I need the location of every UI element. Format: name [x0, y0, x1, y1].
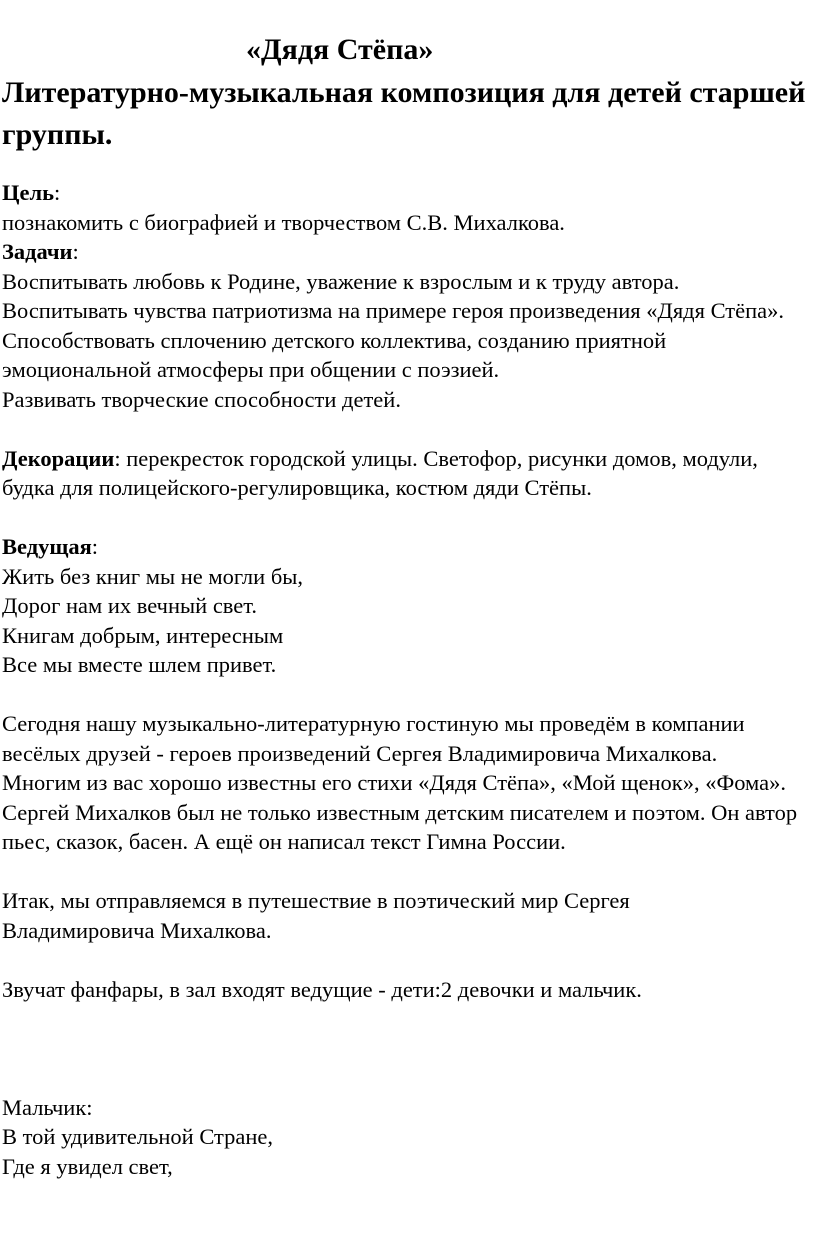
- task-item: Воспитывать чувства патриотизма на примере героя произведения «Дядя Стёпа».: [2, 298, 785, 323]
- task-item: Развивать творческие способности детей.: [2, 386, 401, 412]
- verse-line: Где я увидел свет,: [2, 1153, 173, 1179]
- document-body: [2, 178, 808, 1181]
- host-heading: [2, 532, 808, 562]
- tasks-colon: :: [72, 239, 79, 264]
- spacer: [2, 680, 808, 710]
- goal-colon: :: [54, 180, 61, 205]
- decorations-label: Декорации: [2, 445, 115, 471]
- decorations-paragraph: [2, 444, 808, 503]
- decorations-text: : перекресток городской улицы. Светофор, рисунки домов, модули, будка для полицейского-регулировщика, костюм дяди Стёпы.: [2, 445, 758, 500]
- paragraph: Звучат фанфары, в зал входят ведущие - дети:2 девочки и мальчик.: [2, 976, 642, 1002]
- goal-text: познакомить с биографией и творчеством С.В. Михалкова.: [2, 209, 565, 235]
- paragraph: Итак, мы отправляемся в путешествие в поэтический мир Сергея Владимировича Михалкова.: [2, 888, 630, 943]
- document-subtitle: Литературно-музыкальная композиция для детей старшей группы.: [2, 76, 806, 151]
- spacer: [2, 1004, 808, 1093]
- boy-label: Мальчик:: [2, 1094, 93, 1120]
- task-item: Способствовать сплочению детского коллектива, созданию приятной эмоциональной атмосферы при общении с поэзией.: [2, 327, 667, 382]
- spacer: [2, 857, 808, 887]
- paragraph: Многим из вас хорошо известны его стихи «Дядя Стёпа», «Мой щенок», «Фома». Сергей Михалков был не только известным детским писателем и поэтом. Он автор пьес, сказок, басен. А ещё он написал текст Гимна России.: [2, 770, 798, 854]
- goal-label: Цель: [2, 180, 55, 205]
- goal-heading: [2, 178, 808, 208]
- paragraph: Сегодня нашу музыкально-литературную гостиную мы проведём в компании весёлых друзей - героев произведений Сергея Владимировича Михалкова.: [2, 711, 745, 766]
- verse-line: Дорог нам их вечный свет.: [2, 593, 258, 618]
- task-item: Воспитывать любовь к Родине, уважение к взрослым и к труду автора.: [2, 268, 680, 294]
- verse-line: В той удивительной Стране,: [2, 1124, 274, 1149]
- tasks-heading: [2, 237, 808, 267]
- spacer: [2, 945, 808, 975]
- spacer: [2, 414, 808, 444]
- verse-line: Книгам добрым, интересным: [2, 622, 284, 648]
- verse-line: Все мы вместе шлем привет.: [2, 652, 277, 677]
- document-title: «Дядя Стёпа»: [246, 33, 434, 66]
- tasks-label: Задачи: [2, 239, 73, 264]
- host-colon: :: [91, 534, 99, 559]
- spacer: [2, 503, 808, 533]
- host-label: Ведущая: [2, 534, 92, 559]
- verse-line: Жить без книг мы не могли бы,: [2, 563, 304, 589]
